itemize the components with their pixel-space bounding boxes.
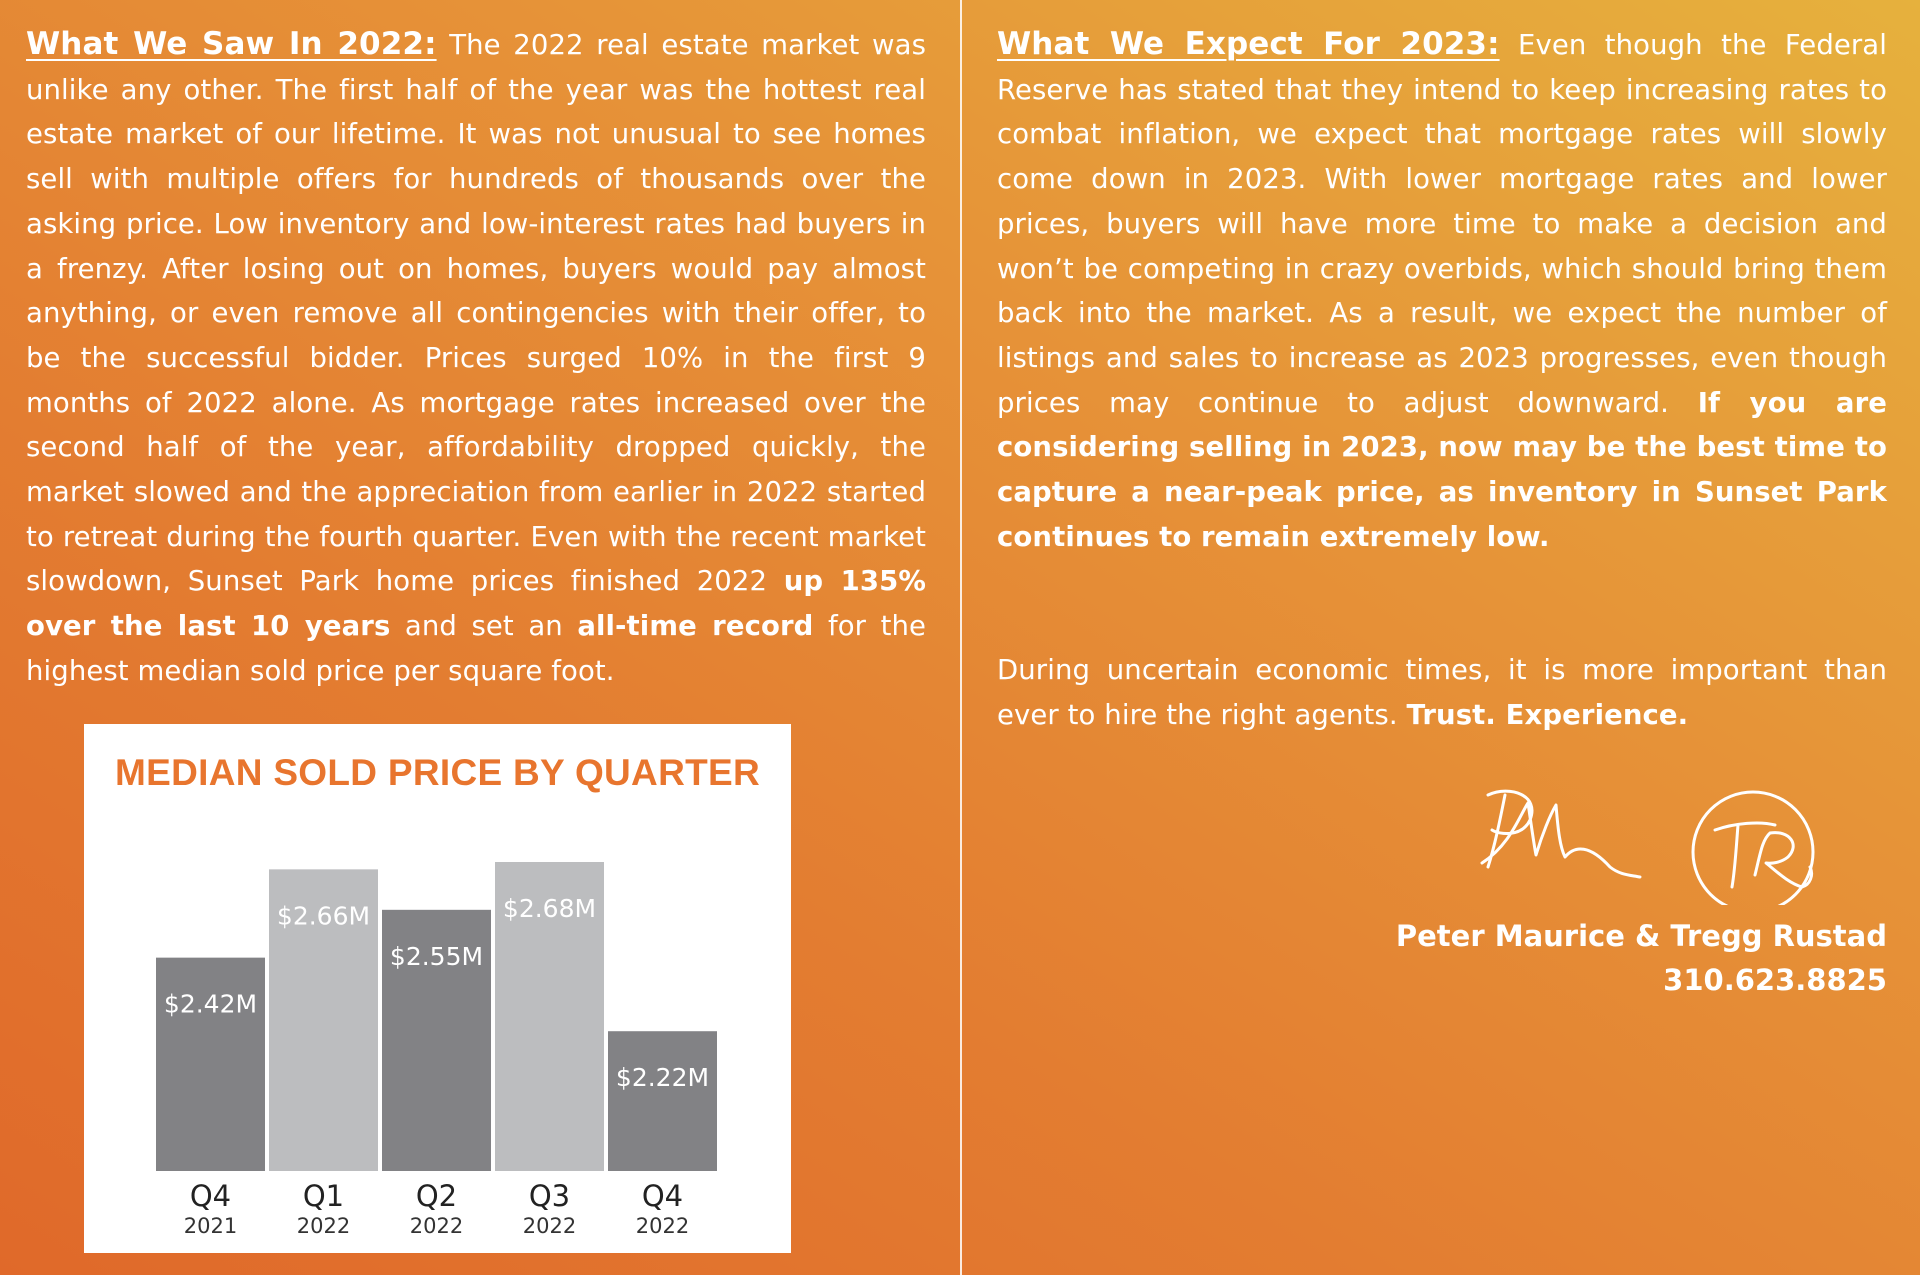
right-text-1: Even though the Federal Reserve has stated that they intend to keep increasing rates to combat inflation, we expect that mortgage rates will slowly come down in 2023. With lower mortgage rates and lower prices, buyers will have more time to make a decision and won’t be competing in crazy overbids, which should bring them back into the market. As a result, we expect the number of listings and sales to increase as 2023 progresses, even though prices may continue to adjust downward.	[997, 29, 1887, 419]
agent-names: Peter Maurice & Tregg Rustad	[1395, 919, 1887, 953]
bar-value-label-3: $2.68M	[502, 894, 597, 923]
x-tick-quarter-1: Q1	[302, 1179, 345, 1213]
column-divider	[960, 0, 962, 1275]
signature-tr-circle	[1693, 792, 1813, 905]
left-column	[26, 22, 926, 694]
chart-card	[84, 724, 791, 1253]
right-paragraph-1	[997, 22, 1887, 559]
left-text-1: The 2022 real estate market was unlike any other. The first half of the year was the hottest real estate market of our lifetime. It was not unusual to see homes sell with multiple offers for hundreds of thousands over the asking price. Low inventory and low-interest rates had buyers in a frenzy. After losing out on homes, buyers would pay almost anything, or even remove all contingencies with their offer, to be the successful bidder. Prices surged 10% in the first 9 months of 2022 alone. As mortgage rates increased over the second half of the year, affordability dropped quickly, the market slowed and the appreciation from earlier in 2022 started to retreat during the fourth quarter. Even with the recent market slowdown, Sunset Park home prices finished 2022	[26, 29, 926, 598]
x-tick-year-1: 2022	[296, 1214, 351, 1238]
x-tick-quarter-2: Q2	[415, 1179, 458, 1213]
left-text-2: and set an	[390, 610, 578, 643]
left-text-3: for the highest median sold price per square foot.	[26, 610, 927, 687]
x-tick-year-3: 2022	[522, 1214, 577, 1238]
signature-pm	[1482, 791, 1640, 877]
left-heading: What We Saw In 2022:	[26, 26, 437, 62]
signature-tr	[1715, 823, 1812, 887]
right-text-2: During uncertain economic times, it is more important than ever to hire the right agents.	[997, 654, 1887, 732]
bar-value-label-1: $2.66M	[276, 901, 371, 931]
bar-chart	[84, 724, 791, 1253]
left-paragraph	[26, 22, 926, 694]
signatures-image	[1470, 775, 1830, 905]
bar-4	[608, 1031, 717, 1171]
bar-value-label-4: $2.22M	[615, 1063, 710, 1093]
x-tick-year-0: 2021	[183, 1214, 238, 1238]
x-tick-quarter-4: Q4	[641, 1179, 684, 1213]
agent-phone: 310.623.8825	[1663, 963, 1887, 997]
left-bold-2: all-time record	[577, 610, 814, 643]
right-bold-2: Trust. Experience.	[1406, 699, 1689, 732]
x-tick-quarter-3: Q3	[528, 1179, 571, 1213]
x-tick-quarter-0: Q4	[189, 1179, 232, 1213]
left-bold-1: up 135% over the last 10 years	[26, 565, 926, 643]
right-heading: What We Expect For 2023:	[997, 26, 1500, 62]
agent-contact	[1300, 914, 1887, 1002]
right-column	[997, 22, 1887, 738]
bar-value-label-2: $2.55M	[389, 941, 484, 971]
chart-title: MEDIAN SOLD PRICE BY QUARTER	[115, 752, 760, 793]
x-tick-year-4: 2022	[635, 1214, 690, 1238]
bar-value-label-0: $2.42M	[163, 989, 258, 1019]
x-tick-year-2: 2022	[409, 1214, 464, 1238]
right-bold-1: If you are considering selling in 2023, now may be the best time to capture a near-peak price, as inventory in Sunset Park continues to remain extremely low.	[997, 386, 1887, 553]
right-paragraph-2	[997, 648, 1887, 737]
